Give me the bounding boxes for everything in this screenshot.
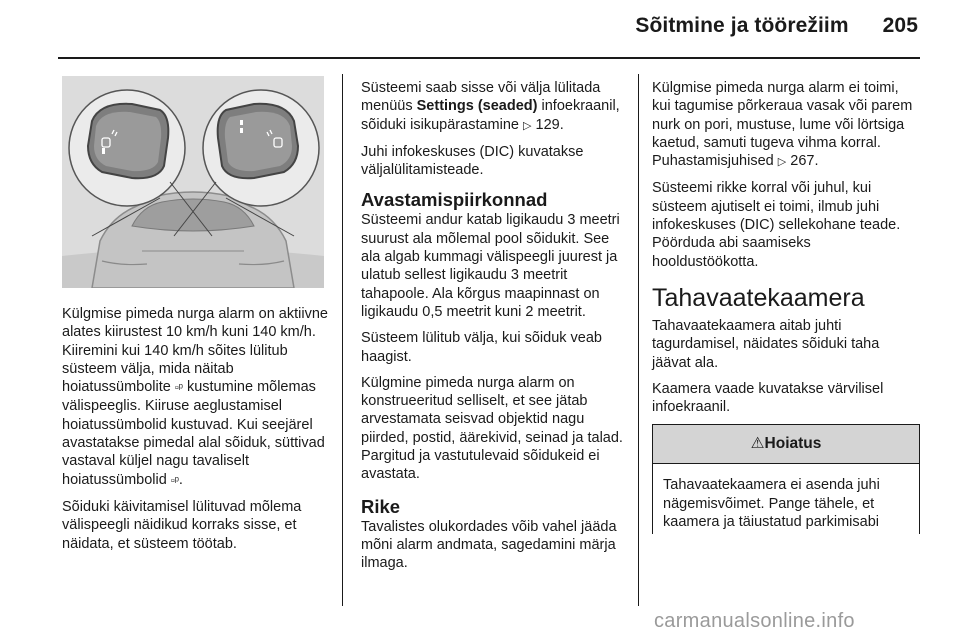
column-1 — [62, 305, 328, 561]
page-title: Sõitmine ja töörežiim — [635, 14, 849, 37]
section-heading: Rike — [361, 495, 401, 517]
paragraph: Tavalistes olukordades võib vahel jääda mõni alarm andmata, sagedamini märja ilmaga. — [361, 518, 617, 572]
text: Külgmise pimeda nurga alarm ei toimi, kui tagumise põrkeraua vasak või parem nurk on pori, mustuse, lume või lörtsiga kaetud, samuti tugeva vihma korral. Puhastamisjuhised — [652, 80, 913, 170]
column-3 — [652, 79, 918, 534]
text: kustumine mõlemas välispeeglis. Kiiruse aeglustamisel hoiatussümbolid kustuvad. Kui seejärel avastatakse pimedal alal sõiduk, süttivad vastaval küljel nagu tavaliselt hoiatussümbolid — [62, 379, 325, 488]
menu-name: Settings (seaded) — [416, 98, 538, 115]
warning-text: Tahavaatekaamera ei asenda juhi nägemisvõimet. Pange tähele, et kaamera ja täiustatud parkimisabi — [663, 477, 880, 531]
triangle-right-icon: ▷ — [523, 119, 532, 132]
page-reference[interactable]: 129. — [535, 116, 564, 133]
paragraph — [62, 305, 328, 490]
side-blind-spot-icon: ▫ᵖ — [170, 474, 179, 487]
paragraph: Süsteemi andur katab ligikaudu 3 meetri suurust ala mõlemal pool sõidukit. See ala algab kummagi välispeegli juurest ja ulatub sellest ligikaudu 3 meetrit tahapoole. Ala kõrgus maapinnast on ligikaudu 0,5 meetrit kuni 2 meetrit. — [361, 212, 620, 320]
warning-header — [653, 425, 919, 464]
paragraph: Tahavaatekaamera aitab juhti tagurdamisel, näidates sõiduki taha jäävat ala. — [652, 317, 880, 371]
triangle-right-icon: ▷ — [777, 156, 787, 169]
text: infoekraanil, sõiduki isikupärastamine — [361, 98, 620, 133]
chapter-heading: Tahavaatekaamera — [652, 283, 865, 312]
page-header — [635, 14, 918, 38]
column-divider-right — [638, 74, 639, 606]
paragraph — [652, 79, 918, 171]
paragraph: Süsteem lülitub välja, kui sõiduk veab haagist. — [361, 330, 602, 365]
paragraph: Külgmine pimeda nurga alarm on konstrueeritud selliselt, et see jätab arvestamata seisvad objektid nagu piirded, postid, äärekivid, seinad ja talad. Pargitud ja vastutulevaid sõidukeid ei avastata. — [361, 374, 623, 483]
text: Külgmise pimeda nurga alarm on aktiivne alates kiirustest 10 km/h kuni 140 km/h. Kiiremini kui 140 km/h sõites lülitub süsteem välja, mida näitab hoiatussümbolite — [62, 306, 328, 396]
text: . — [178, 471, 183, 488]
header-rule — [58, 57, 920, 59]
paragraph: Juhi infokeskuses (DIC) kuvatakse väljalülitamisteade. — [361, 143, 584, 179]
text: Süsteemi saab sisse või välja lülitada menüüs — [361, 80, 601, 115]
watermark: carmanualsonline.info — [654, 610, 855, 632]
section-heading: Avastamispiirkonnad — [361, 189, 548, 211]
page-reference[interactable]: 267. — [790, 153, 819, 170]
paragraph: Sõiduki käivitamisel lülituvad mõlema välispeegli näidikud korraks sisse, et näidata, et süsteem töötab. — [62, 498, 302, 552]
page-number: 205 — [882, 14, 918, 37]
blind-spot-mirror-illustration — [62, 76, 324, 288]
paragraph: Süsteemi rikke korral või juhul, kui süsteem ajutiselt ei toimi, ilmub juhi infokeskuses (DIC) sellekohane teade. Pöörduda abi saamiseks hooldustöökotta. — [652, 180, 901, 270]
column-divider-left — [342, 74, 343, 606]
warning-triangle-icon: ⚠ — [750, 435, 765, 453]
side-blind-spot-icon: ▫ᵖ — [174, 382, 183, 395]
column-2 — [361, 79, 627, 581]
warning-box — [652, 424, 920, 534]
paragraph: Kaamera vaade kuvatakse värvilisel infoekraanil. — [652, 380, 884, 416]
mirror-car-drawing — [62, 76, 324, 288]
warning-title: Hoiatus — [764, 435, 822, 453]
paragraph — [361, 79, 627, 135]
